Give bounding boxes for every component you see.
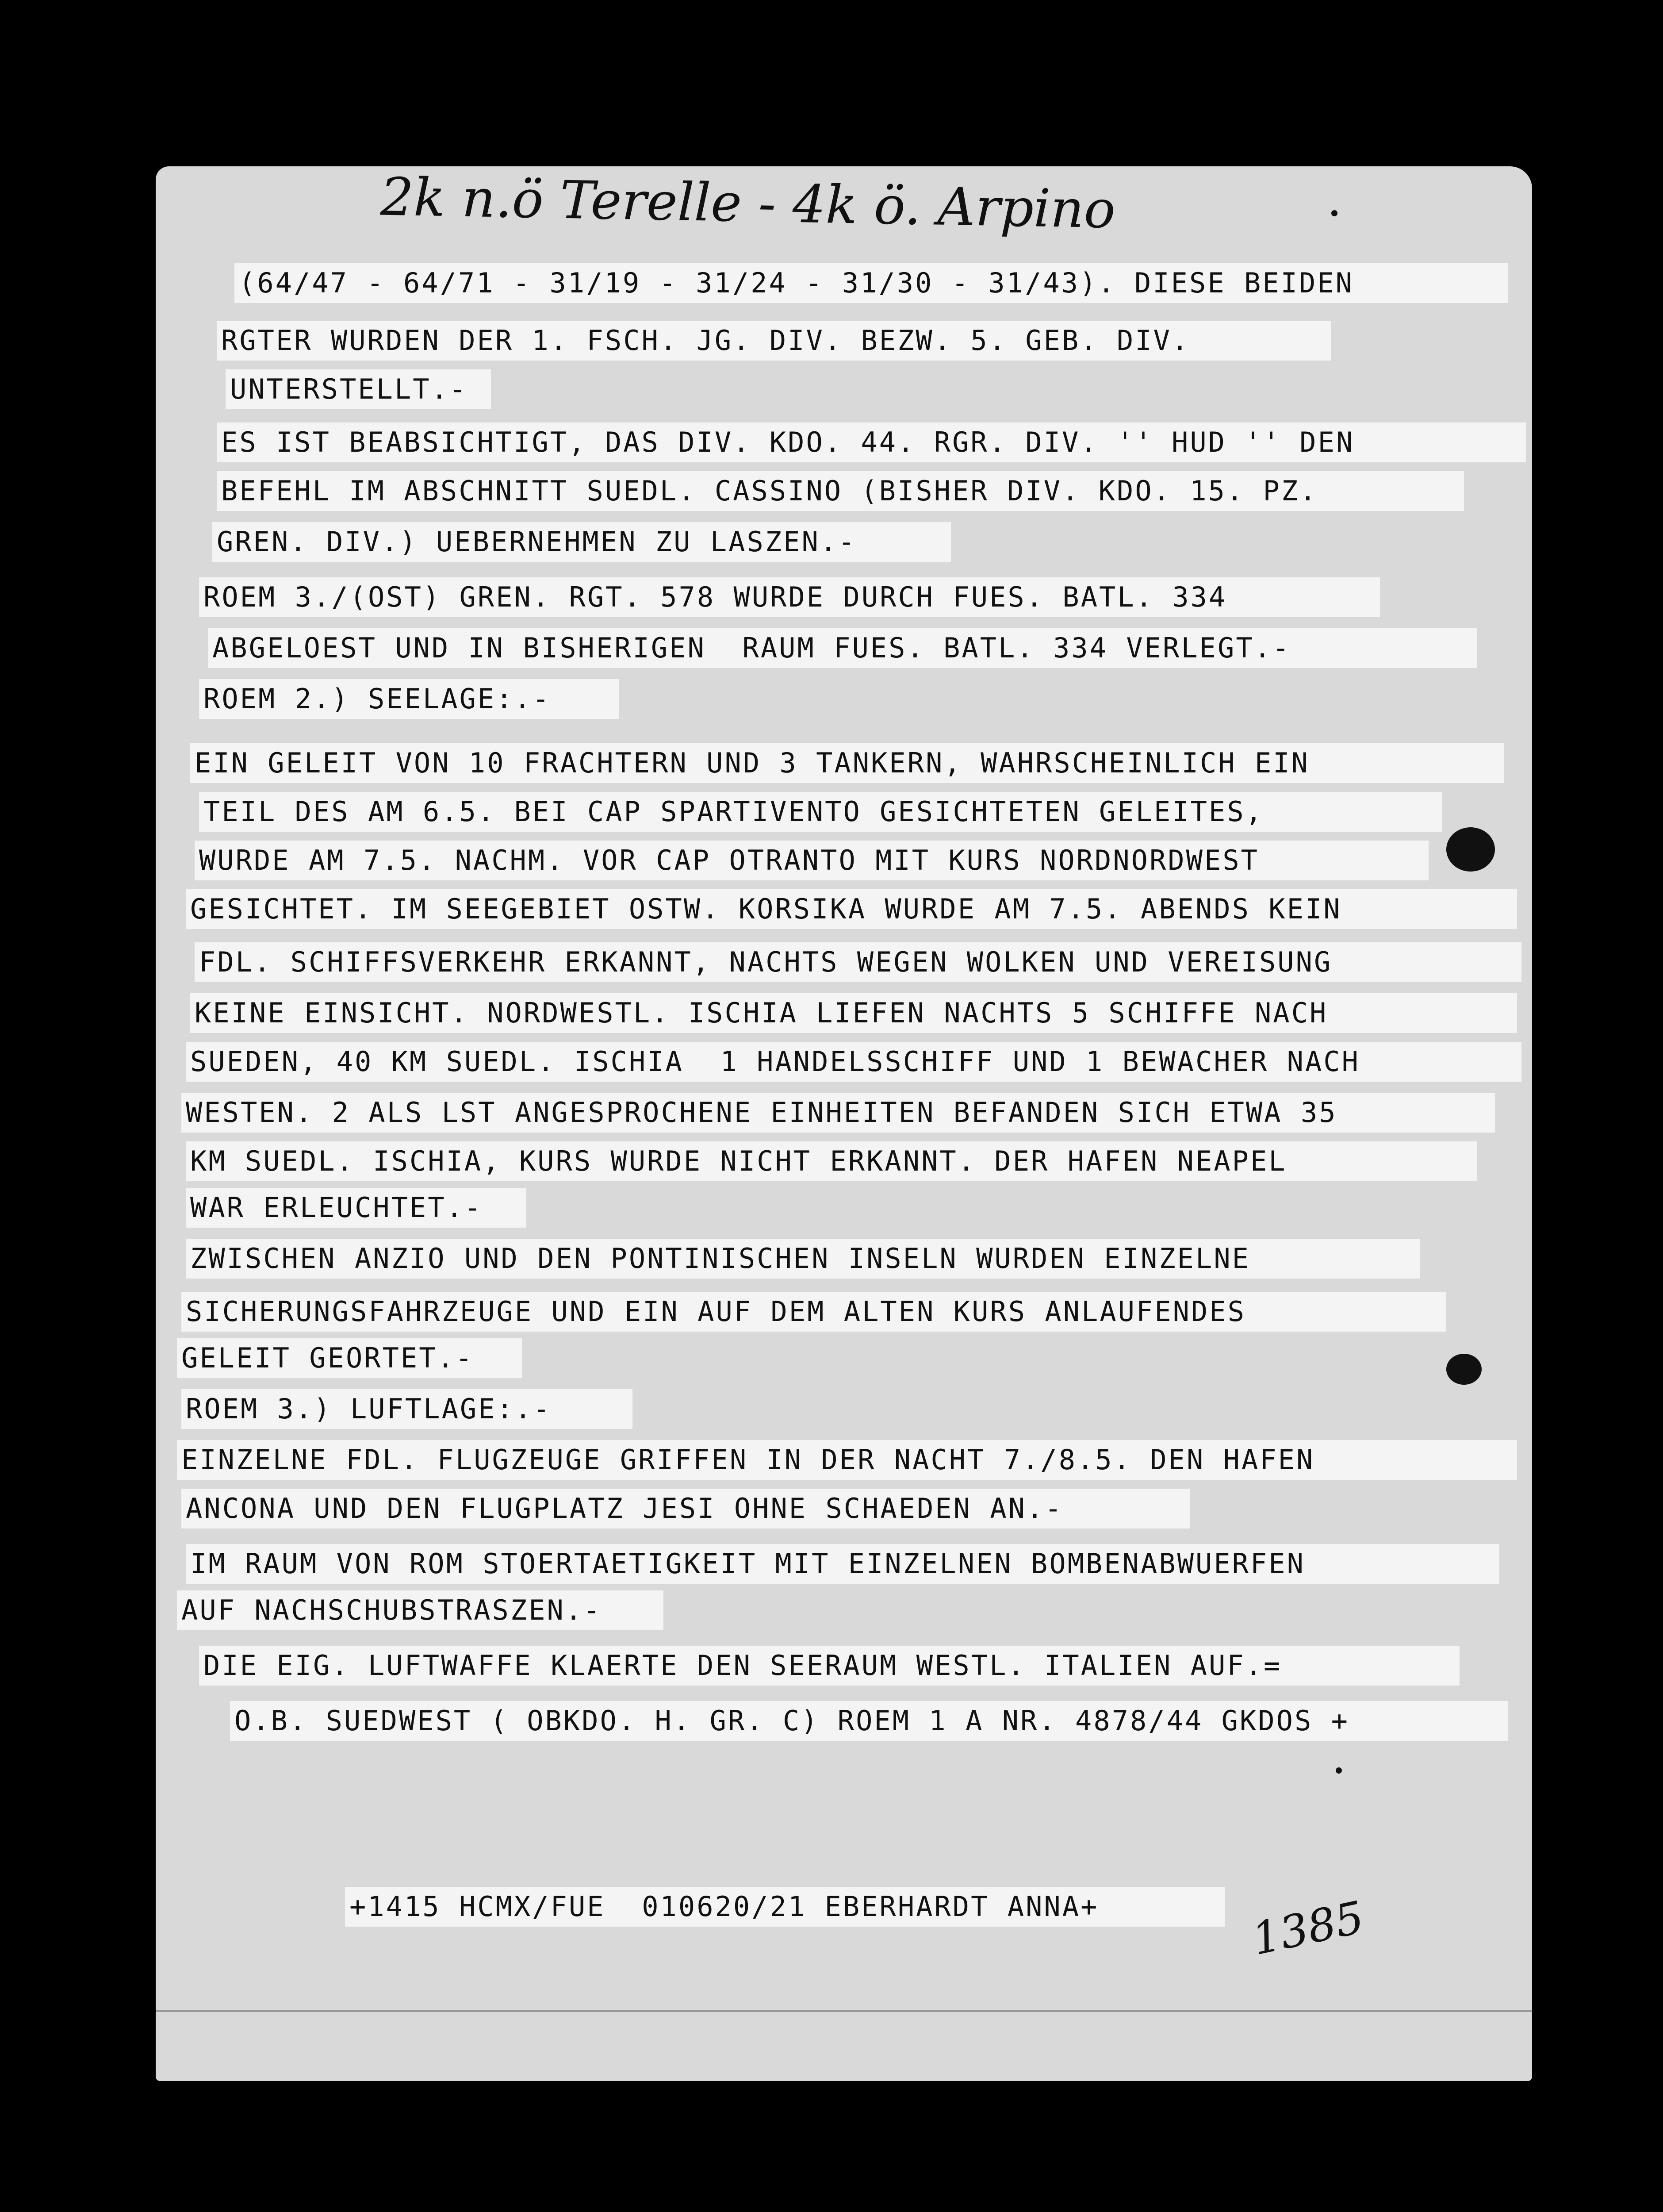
teletype-line: UNTERSTELLT.-	[226, 369, 491, 409]
teletype-line: GELEIT GEORTET.-	[177, 1338, 522, 1378]
teletype-line: DIE EIG. LUFTWAFFE KLAERTE DEN SEERAUM WESTL. ITALIEN AUF.=	[199, 1646, 1460, 1686]
teletype-line: (64/47 - 64/71 - 31/19 - 31/24 - 31/30 - 31/43). DIESE BEIDEN	[234, 263, 1508, 303]
teletype-line: O.B. SUEDWEST ( OBKDO. H. GR. C) ROEM 1 A NR. 4878/44 GKDOS +	[230, 1701, 1508, 1741]
teletype-line: WESTEN. 2 ALS LST ANGESPROCHENE EINHEITEN BEFANDEN SICH ETWA 35	[181, 1093, 1495, 1133]
teletype-line: EINZELNE FDL. FLUGZEUGE GRIFFEN IN DER NACHT 7./8.5. DEN HAFEN	[177, 1440, 1517, 1480]
teletype-line: FDL. SCHIFFSVERKEHR ERKANNT, NACHTS WEGEN WOLKEN UND VEREISUNG	[195, 942, 1521, 982]
teletype-line: TEIL DES AM 6.5. BEI CAP SPARTIVENTO GESICHTETEN GELEITES,	[199, 792, 1442, 832]
teletype-line: AUF NACHSCHUBSTRASZEN.-	[177, 1590, 663, 1630]
teletype-line: SUEDEN, 40 KM SUEDL. ISCHIA 1 HANDELSSCHIFF UND 1 BEWACHER NACH	[186, 1042, 1521, 1082]
ink-blot	[1446, 827, 1495, 872]
ink-dot	[1336, 1767, 1342, 1774]
teletype-line: WURDE AM 7.5. NACHM. VOR CAP OTRANTO MIT KURS NORDNORDWEST	[195, 841, 1429, 880]
teletype-line: EIN GELEIT VON 10 FRACHTERN UND 3 TANKERN, WAHRSCHEINLICH EIN	[190, 743, 1504, 783]
teletype-line: ABGELOEST UND IN BISHERIGEN RAUM FUES. BATL. 334 VERLEGT.-	[208, 628, 1477, 668]
teletype-line: SICHERUNGSFAHRZEUGE UND EIN AUF DEM ALTEN KURS ANLAUFENDES	[181, 1292, 1446, 1332]
handwritten-note: 2k n.ö Terelle - 4k ö. Arpino	[379, 166, 1116, 240]
teletype-line: GREN. DIV.) UEBERNEHMEN ZU LASZEN.-	[212, 522, 951, 562]
teletype-line: ANCONA UND DEN FLUGPLATZ JESI OHNE SCHAEDEN AN.-	[181, 1489, 1190, 1528]
page-fold-line	[156, 2010, 1532, 2012]
teletype-line: KM SUEDL. ISCHIA, KURS WURDE NICHT ERKANNT. DER HAFEN NEAPEL	[186, 1141, 1477, 1181]
teletype-line: BEFEHL IM ABSCHNITT SUEDL. CASSINO (BISHER DIV. KDO. 15. PZ.	[217, 471, 1464, 511]
teletype-line: ROEM 3./(OST) GREN. RGT. 578 WURDE DURCH FUES. BATL. 334	[199, 577, 1380, 617]
teletype-line: IM RAUM VON ROM STOERTAETIGKEIT MIT EINZELNEN BOMBENABWUERFEN	[186, 1544, 1499, 1584]
teletype-line: ES IST BEABSICHTIGT, DAS DIV. KDO. 44. RGR. DIV. '' HUD '' DEN	[217, 422, 1526, 462]
handwritten-page-number: 1385	[1247, 1891, 1368, 1966]
teletype-line: ROEM 3.) LUFTLAGE:.-	[181, 1389, 632, 1429]
teletype-line: +1415 HCMX/FUE 010620/21 EBERHARDT ANNA+	[345, 1887, 1225, 1927]
teletype-line: GESICHTET. IM SEEGEBIET OSTW. KORSIKA WURDE AM 7.5. ABENDS KEIN	[186, 889, 1517, 929]
teletype-line: ZWISCHEN ANZIO UND DEN PONTINISCHEN INSELN WURDEN EINZELNE	[186, 1239, 1420, 1279]
teletype-line: ROEM 2.) SEELAGE:.-	[199, 679, 619, 719]
teletype-line: WAR ERLEUCHTET.-	[186, 1188, 526, 1228]
ink-blot	[1446, 1354, 1482, 1385]
teletype-line: KEINE EINSICHT. NORDWESTL. ISCHIA LIEFEN NACHTS 5 SCHIFFE NACH	[190, 993, 1517, 1033]
teletype-line: RGTER WURDEN DER 1. FSCH. JG. DIV. BEZW. 5. GEB. DIV.	[217, 321, 1331, 361]
ink-dot	[1331, 210, 1337, 216]
